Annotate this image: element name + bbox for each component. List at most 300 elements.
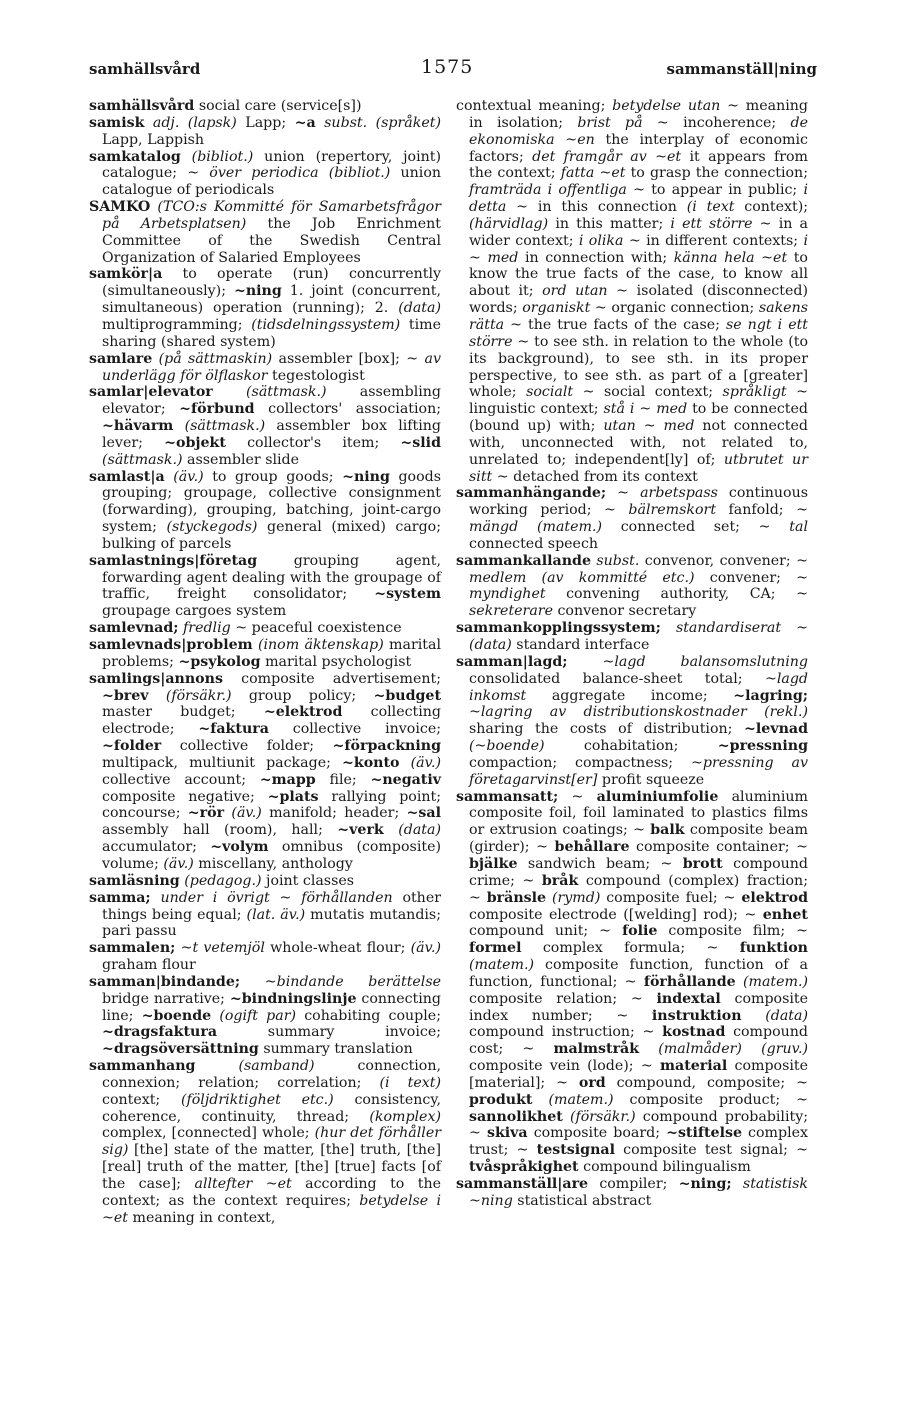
entry-text: joint classes: [261, 872, 355, 889]
entry-italic-gloss: (data): [469, 637, 512, 653]
entry-text: [400, 755, 411, 771]
entry-compound: ~brev: [102, 687, 149, 704]
dictionary-entry: [89, 1058, 441, 1226]
entry-text: statistical abstract: [512, 1192, 652, 1209]
entry-compound: ~dragsöversättning: [102, 1041, 259, 1058]
entry-italic-gloss: stå i ~ med: [603, 401, 688, 418]
entry-text: compound probability; ~: [469, 1108, 809, 1142]
entry-italic-gloss: arbetspass: [640, 485, 718, 502]
entry-text: marital problems;: [102, 637, 441, 670]
entry-text: to know the true facts of the case, to know all about it;: [469, 249, 808, 300]
entry-text: cohabitation;: [544, 738, 718, 755]
entry-italic-gloss: framträda i offentliga: [469, 182, 627, 199]
entry-headword: sammankopplingssystem;: [456, 620, 661, 637]
entry-compound: brott: [682, 855, 723, 872]
entry-italic-gloss: (följdriktighet etc.): [180, 1091, 334, 1108]
entry-compound: kostnad: [662, 1024, 726, 1041]
entry-compound: skiva: [486, 1125, 528, 1142]
entry-text: ~: [781, 620, 808, 637]
entry-text: composite [material]; ~: [469, 1058, 808, 1091]
entry-italic-gloss: (försäkr.): [165, 687, 232, 704]
entry-text: ~: [558, 788, 597, 805]
entry-text: aluminium composite foil, foil laminated to plastics films or extrusion coatings; ~: [469, 788, 808, 839]
entry-italic-gloss: (data): [398, 300, 441, 317]
entry-text: Lapp, Lappish: [102, 131, 205, 148]
entry-text: ~ detached from its context: [492, 468, 698, 485]
entry-text: in connection with;: [518, 249, 674, 266]
entry-text: [213, 384, 246, 400]
entry-text: convenor, convener; ~: [639, 552, 808, 569]
entry-italic-gloss: (äv.): [173, 468, 204, 485]
entry-compound: ~rör: [187, 805, 225, 822]
entry-text: composite index number; ~: [469, 990, 808, 1024]
entry-text: ~ meaning in isolation;: [469, 98, 808, 131]
entry-text: connection, connexion; relation; correlation;: [102, 1058, 441, 1091]
entry-italic-gloss: känna hela ~et: [673, 249, 788, 266]
entry-text: complex trust; ~: [469, 1125, 808, 1159]
entry-italic-gloss: ~bindande berättelse: [264, 973, 442, 990]
header-left-guide-word: samhällsvård: [89, 60, 201, 78]
entry-text: [639, 1041, 658, 1057]
entry-compound: aluminiumfolie: [596, 788, 719, 805]
entry-text: mutatis mutandis; pari passu: [102, 906, 441, 940]
entry-text: [181, 149, 192, 165]
entry-headword: samkatalog: [89, 148, 181, 165]
entry-italic-gloss: fredlig: [183, 620, 231, 637]
entry-headword: sammanhängande;: [456, 485, 607, 502]
entry-italic-gloss: statistisk ~ning: [469, 1176, 808, 1209]
entry-headword: sammanställ|are: [456, 1176, 589, 1192]
entry-text: marital psychologist: [260, 653, 412, 670]
entry-italic-gloss: i ett större: [670, 215, 753, 232]
entry-text: compound cost; ~: [469, 1024, 808, 1058]
entry-italic-gloss: (ogift par): [219, 1007, 297, 1024]
entry-text: continuous working period; ~: [469, 485, 808, 519]
entry-text: compound instruction; ~: [469, 1024, 663, 1041]
entry-text: to be connected (bound up) with;: [469, 401, 808, 435]
entry-text: whole-wheat flour;: [264, 940, 411, 957]
entry-text: according to the context; as the context requires;: [102, 1176, 441, 1209]
entry-text: [732, 1176, 743, 1192]
entry-italic-gloss: socialt: [526, 384, 574, 401]
entry-text: compound, composite; ~: [605, 1074, 808, 1091]
entry-text: to group goods;: [203, 468, 343, 485]
entry-text: composite container; ~: [629, 839, 808, 856]
entry-italic-gloss: (matem.): [548, 1091, 614, 1108]
dictionary-entry: [89, 637, 441, 671]
entry-italic-gloss: (malmåder) (gruv.): [658, 1041, 808, 1058]
entry-compound: malmstråk: [553, 1041, 640, 1058]
entry-compound: bråk: [541, 872, 579, 889]
entry-text: [144, 115, 152, 131]
entry-compound: bjälke: [469, 855, 518, 872]
entry-text: compound bilingualism: [578, 1159, 751, 1176]
entry-headword: samman|bindande;: [89, 973, 241, 990]
entry-italic-gloss: sekreterare: [469, 603, 553, 620]
entry-headword: samhällsvård: [89, 98, 195, 114]
entry-compound: ~negativ: [370, 771, 441, 788]
entry-compound: ~objekt: [164, 434, 226, 451]
entry-italic-gloss: över periodica (bibliot.): [209, 165, 391, 182]
entry-compound: material: [660, 1058, 728, 1075]
entry-italic-gloss: brist på: [577, 114, 643, 131]
entry-italic-gloss: av underlägg för ölflaskor: [102, 350, 441, 384]
entry-compound: ~pressning: [717, 738, 808, 755]
entry-italic-gloss: (äv.): [410, 940, 442, 957]
entry-text: connected set; ~: [602, 519, 790, 536]
entry-text: [240, 974, 265, 990]
entry-italic-gloss: myndighet: [469, 586, 546, 603]
entry-italic-gloss: (sättmask.): [102, 451, 183, 468]
entry-text: file;: [315, 771, 371, 788]
dictionary-entry: [456, 620, 808, 654]
entry-italic-gloss: språkligt: [722, 384, 787, 401]
entry-text: aggregate income;: [526, 687, 734, 704]
entry-text: manifold; header;: [261, 805, 407, 822]
dictionary-entry: [89, 553, 441, 620]
entry-text: composite vein (lode); ~: [469, 1058, 660, 1075]
entry-compound: behållare: [554, 839, 630, 856]
dictionary-entry: [456, 789, 808, 1176]
entry-headword: samma;: [89, 889, 151, 906]
dictionary-entry: [89, 149, 441, 200]
dictionary-entry: [456, 1176, 808, 1210]
entry-italic-gloss: i detta: [469, 182, 808, 216]
entry-headword: samlastnings|företag: [89, 552, 258, 569]
entry-text: composite product; ~: [613, 1091, 808, 1108]
entry-compound: formel: [469, 940, 522, 957]
entry-italic-gloss: subst.: [596, 552, 640, 569]
entry-text: ~ in a wider context;: [469, 215, 808, 249]
entry-text: [151, 890, 161, 906]
entry-compound: bränsle: [486, 889, 547, 906]
entry-compound: ~förpackning: [332, 738, 441, 755]
entry-compound: ~levnad: [744, 721, 808, 738]
entry-text: composite relation; ~: [469, 990, 657, 1007]
page-header: [89, 56, 817, 84]
entry-italic-gloss: sakens rätta: [469, 300, 808, 333]
entry-compound: ord: [578, 1074, 606, 1091]
entry-italic-gloss: ~lagd balansomslutning: [602, 653, 808, 670]
entry-text: composite test signal; ~: [614, 1142, 808, 1159]
entry-compound: ~ning: [233, 283, 282, 300]
entry-italic-gloss: (i text: [686, 199, 735, 216]
entry-compound: förhållande: [643, 973, 736, 990]
entry-text: [195, 1058, 238, 1074]
entry-text: [661, 620, 676, 636]
entry-text: collectors' association;: [254, 401, 441, 418]
entry-text: [165, 469, 174, 485]
entry-text: time sharing (shared system): [102, 316, 441, 350]
entry-headword: samisk: [89, 114, 145, 131]
entry-text: cohabiting couple;: [296, 1007, 441, 1024]
entry-text: collective folder;: [161, 738, 333, 755]
entry-text: ~ social context;: [573, 384, 723, 401]
entry-compound: ~mapp: [259, 771, 316, 788]
entry-text: accumulator;: [102, 839, 211, 856]
entry-text: union catalogue of periodicals: [102, 165, 441, 199]
entry-text: convening authority, CA; ~: [545, 586, 808, 603]
entry-text: ~ to appear in public;: [626, 182, 804, 199]
entry-compound: ~budget: [373, 687, 441, 704]
entry-text: collective invoice;: [268, 721, 441, 738]
entry-text: fanfold; ~: [716, 502, 808, 519]
entry-text: ~ to see sth. in relation to the whole (to its background), to see sth. in its proper perspective, to see sth. as part of a [greater] whole;: [469, 333, 808, 401]
entry-compound: ~slid: [400, 434, 441, 451]
entry-text: [563, 1109, 570, 1125]
entry-text: grouping agent, forwarding agent dealing with the groupage of traffic, freight consolidator;: [102, 552, 441, 603]
entry-text: [568, 654, 603, 670]
entry-italic-gloss: (sättmask.): [246, 384, 327, 401]
entry-text: other things being equal;: [102, 889, 441, 923]
entry-text: bridge narrative;: [102, 990, 230, 1007]
entry-compound: ~plats: [267, 788, 319, 805]
entry-compound: ~bindningslinje: [229, 990, 357, 1007]
entry-compound: ~sal: [406, 805, 441, 822]
entry-text: ~ peaceful coexistence: [230, 620, 402, 637]
entry-text: composite electrode ([welding] rod); ~: [469, 906, 763, 923]
dictionary-entry: [89, 620, 441, 637]
entry-text: union (repertory, joint) catalogue; ~: [102, 148, 441, 182]
entry-italic-gloss: standardiserat: [675, 620, 782, 637]
entry-compound: ~volym: [210, 839, 269, 856]
entry-text: 1. joint (concurrent, simultaneous) operation (running); 2.: [102, 283, 442, 317]
dictionary-entry: [89, 98, 441, 115]
entry-text: master budget;: [102, 704, 264, 721]
entry-italic-gloss: bälremskort: [628, 502, 717, 519]
entry-text: it appears from the context;: [469, 148, 808, 182]
entry-text: assembler [box]; ~: [272, 350, 425, 367]
entry-compound: ~a: [294, 114, 316, 131]
entry-text: composite board;: [527, 1125, 667, 1142]
entry-compound: tvåspråkighet: [469, 1159, 579, 1176]
dictionary-entry: [89, 940, 441, 974]
entry-compound: ~folder: [102, 738, 162, 755]
entry-italic-gloss: adj. (lapsk): [152, 114, 237, 131]
entry-text: [316, 115, 324, 131]
entry-italic-gloss: (TCO:s Kommitté för Samarbetsfrågor på Arbetsplatsen): [102, 199, 441, 232]
entry-italic-gloss: (äv.): [231, 805, 262, 822]
entry-text: complex formula; ~: [521, 940, 740, 957]
entry-italic-gloss: tal: [789, 519, 808, 536]
entry-headword: samlast|a: [89, 468, 165, 485]
entry-text: the interplay of economic factors;: [469, 131, 808, 165]
entry-text: group policy;: [231, 687, 374, 704]
entry-text: complex, [connected] whole;: [102, 1125, 315, 1142]
entry-compound: folie: [622, 923, 658, 940]
entry-compound: sannolikhet: [469, 1108, 563, 1125]
entry-italic-gloss: se ngt i ett större: [469, 316, 808, 350]
entry-italic-gloss: (matem.): [742, 973, 809, 990]
entry-compound: ~faktura: [198, 721, 269, 738]
dictionary-entry: [89, 469, 441, 553]
entry-text: omnibus (composite) volume;: [102, 839, 441, 872]
entry-italic-gloss: (komplex): [369, 1108, 441, 1125]
entry-italic-gloss: (på sättmaskin): [158, 350, 273, 367]
entry-italic-gloss: (~boende): [469, 738, 545, 755]
entry-headword: sammansatt;: [456, 788, 559, 805]
dictionary-entry: [89, 873, 441, 890]
entry-text: multiprogramming;: [102, 316, 252, 333]
entry-compound: testsignal: [536, 1142, 615, 1159]
entry-compound: enhet: [762, 906, 808, 923]
entry-italic-gloss: (lat. äv.): [246, 906, 306, 923]
dictionary-entry: [456, 485, 808, 552]
entry-italic-gloss: under i övrigt ~ förhållanden: [160, 889, 393, 906]
entry-italic-gloss: alltefter ~et: [194, 1176, 292, 1192]
entry-italic-gloss: utbrutet ur sitt: [469, 451, 808, 485]
entry-text: tegestologist: [267, 367, 365, 384]
entry-text: [532, 1092, 548, 1108]
entry-text: compiler;: [588, 1176, 679, 1192]
entry-italic-gloss: (inom äktenskap): [257, 637, 384, 653]
entry-text: collective account;: [102, 771, 260, 788]
right-column: [456, 98, 808, 1210]
entry-compound: indextal: [656, 990, 721, 1007]
entry-text: miscellany, anthology: [193, 855, 353, 872]
entry-headword: sammalen;: [89, 940, 176, 957]
entry-text: ~ incoherence;: [642, 114, 791, 131]
entry-text: composite beam (girder); ~: [469, 822, 809, 856]
entry-compound: ~psykolog: [178, 653, 261, 670]
left-column: [89, 98, 441, 1227]
entry-text: not connected with, unconnected with, not related to, unrelated to; independent[ly] of;: [469, 418, 808, 468]
entry-text: to grasp the connection;: [625, 165, 808, 182]
header-right-guide-word: sammanställ|ning: [666, 60, 817, 78]
entry-italic-gloss: ~lagd inkomst: [469, 670, 808, 704]
entry-text: contextual meaning;: [456, 98, 613, 114]
entry-italic-gloss: (hur det förhåller sig): [102, 1125, 441, 1159]
entry-text: profit squeeze: [597, 771, 705, 788]
entry-text: in this matter;: [548, 215, 671, 232]
entry-headword: sammanhang: [89, 1058, 196, 1075]
entry-text: ~ in this connection: [506, 199, 687, 216]
dictionary-entry: [89, 974, 441, 1058]
entry-italic-gloss: utan ~ med: [603, 418, 695, 435]
entry-text: sharing the costs of distribution;: [469, 721, 745, 738]
entry-text: groupage cargoes system: [102, 603, 287, 620]
entry-italic-gloss: (rymd): [551, 889, 601, 906]
entry-italic-gloss: (försäkr.): [569, 1108, 636, 1125]
entry-italic-gloss: betydelse i ~et: [102, 1192, 442, 1226]
entry-text: rallying point; concourse;: [102, 788, 441, 822]
entry-italic-gloss: mängd (matem.): [469, 519, 602, 536]
entry-compound: ~konto: [342, 754, 400, 771]
entry-text: context;: [102, 1091, 181, 1108]
entry-text: [384, 822, 398, 838]
entry-compound: ~stiftelse: [666, 1125, 742, 1142]
entry-compound: ~boende: [141, 1007, 212, 1024]
entry-text: context);: [734, 199, 809, 216]
entry-italic-gloss: ord utan: [542, 283, 608, 300]
entry-compound: elektrod: [741, 889, 808, 906]
entry-italic-gloss: organiskt: [522, 300, 591, 317]
entry-text: consistency, coherence, continuity, thread;: [102, 1091, 441, 1125]
entry-italic-gloss: (härvidlag): [469, 215, 549, 232]
entry-text: connected speech: [469, 535, 599, 552]
entry-italic-gloss: ~t vetemjöl: [180, 940, 265, 957]
entry-text: composite advertisement;: [222, 670, 441, 687]
entry-text: standard interface: [511, 637, 650, 653]
entry-headword: samlings|annons: [89, 670, 223, 687]
entry-italic-gloss: betydelse utan: [612, 98, 721, 114]
entry-italic-gloss: subst. (språket): [324, 114, 441, 131]
entry-text: ~ linguistic context;: [469, 384, 809, 418]
entry-text: compound unit; ~: [469, 923, 623, 940]
entry-italic-gloss: i ~ med: [469, 232, 808, 266]
dictionary-entry: [89, 115, 441, 149]
entry-text: composite negative;: [102, 788, 268, 805]
entry-italic-gloss: (pedagog.): [184, 872, 262, 889]
entry-text: assembler slide: [182, 451, 300, 468]
entry-text: summary invoice;: [217, 1024, 441, 1041]
entry-text: assembling elevator;: [102, 384, 441, 418]
entry-text: ~ organic connection;: [590, 300, 759, 317]
entry-text: to operate (run) concurrently (simultaneously);: [102, 266, 441, 300]
entry-text: collecting electrode;: [102, 704, 441, 738]
dictionary-entry: [89, 671, 441, 873]
entry-italic-gloss: (data): [398, 822, 441, 839]
dictionary-entry: [89, 351, 441, 385]
entry-text: compound (complex) fraction; ~: [469, 872, 808, 906]
entry-text: [149, 688, 166, 704]
entry-headword: SAMKO: [89, 199, 151, 216]
entry-text: convenor secretary: [552, 603, 697, 620]
entry-italic-gloss: (data): [765, 1007, 808, 1024]
entry-text: [742, 1008, 766, 1024]
entry-italic-gloss: ~lagring av distributionskostnader (rekl.): [469, 704, 808, 721]
entry-compound: ~elektrod: [263, 704, 343, 721]
entry-text: ~ in different contexts;: [623, 232, 804, 249]
entry-text: goods grouping; groupage, collective consignment (forwarding), grouping, batching, joint-cargo system;: [102, 468, 442, 536]
entry-headword: samlevnads|problem: [89, 637, 253, 653]
entry-italic-gloss: (matem.): [469, 957, 535, 974]
entry-headword: samlar|elevator: [89, 384, 213, 401]
entry-compound: ~lagring;: [733, 687, 808, 704]
entry-italic-gloss: (sättmask.): [184, 418, 266, 435]
dictionary-entry: [89, 384, 441, 468]
entry-text: collector's item;: [225, 434, 401, 451]
entry-compound: ~system: [374, 586, 441, 603]
entry-text: compound crime; ~: [469, 855, 808, 889]
entry-italic-gloss: fatta ~et: [560, 165, 626, 182]
entry-text: composite film; ~: [657, 923, 808, 940]
entry-italic-gloss: det framgår av ~et: [532, 148, 682, 165]
entry-text: ~: [606, 485, 641, 502]
entry-compound: instruktion: [651, 1007, 742, 1024]
entry-italic-gloss: ~pressning av företagarvinst[er]: [469, 754, 808, 788]
entry-text: summary translation: [258, 1041, 413, 1058]
entry-text: ~ isolated (disconnected) words;: [469, 283, 808, 317]
entry-text: sandwich beam; ~: [517, 855, 683, 872]
dictionary-entry: [89, 266, 441, 350]
dictionary-entry: [456, 553, 808, 620]
entry-text: meaning in context,: [128, 1209, 276, 1226]
entry-compound: ~dragsfaktura: [102, 1024, 218, 1041]
entry-italic-gloss: medlem (av kommitté etc.): [469, 569, 695, 586]
entry-compound: ~ning;: [678, 1176, 732, 1192]
entry-text: Lapp;: [236, 114, 295, 131]
entry-compound: ~hävarm: [102, 418, 174, 435]
entry-compound: ~förbund: [179, 401, 255, 418]
entry-headword: samkör|a: [89, 266, 163, 283]
entry-italic-gloss: (i text): [379, 1074, 441, 1091]
entry-italic-gloss: (äv.): [410, 754, 442, 771]
entry-text: the Job Enrichment Committee of the Swedish Central Organization of Salaried Employees: [102, 215, 441, 266]
entry-italic-gloss: (styckegods): [166, 519, 258, 536]
entry-text: composite fuel; ~: [600, 889, 742, 906]
entry-italic-gloss: (äv.): [163, 855, 194, 872]
